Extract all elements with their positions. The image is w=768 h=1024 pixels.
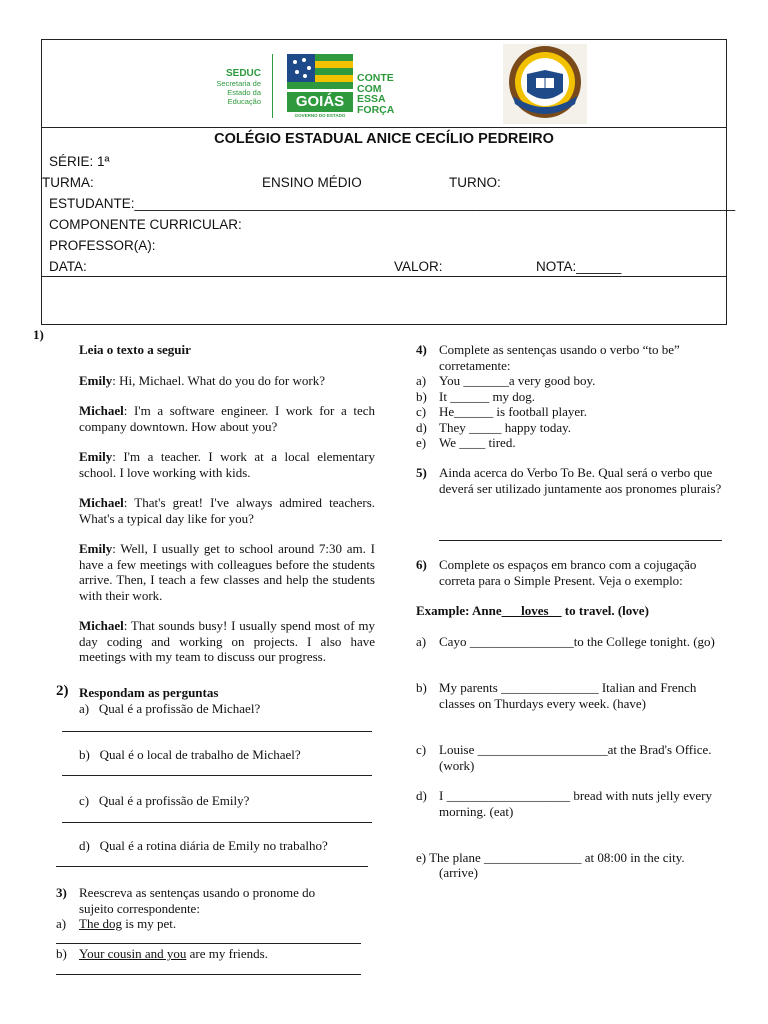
q6-number: 6) (416, 557, 427, 572)
answer-line[interactable] (62, 731, 372, 732)
goias-logo (287, 54, 353, 120)
item-text: Qual é a rotina diária de Emily no trabalho? (99, 838, 328, 853)
goias-slogan (357, 73, 394, 115)
item-label: a) (416, 373, 427, 388)
q2-item (79, 838, 328, 854)
item-label: a) (79, 701, 90, 716)
speaker: Michael (79, 618, 124, 633)
divider (42, 276, 726, 277)
answer-line[interactable] (56, 974, 361, 975)
seduc-line: Secretaria de (216, 79, 261, 88)
q3-item (56, 916, 176, 932)
dialogue-line (79, 449, 375, 480)
valor-field: VALOR: (394, 259, 443, 274)
speech: : That sounds busy! I usually spend most of my day coding and working on projects. I also have meetings with my team to discuss our progress. (79, 618, 375, 664)
speech: : Well, I usually get to school around 7:30 am. I have a few meetings with colleagues before the students arrive. Then, I teach a few classes and help the students with their work. (79, 541, 375, 603)
q6-example (416, 603, 649, 619)
turma-field: TURMA: (42, 175, 94, 190)
speech: : Hi, Michael. What do you do for work? (112, 372, 326, 388)
school-crest (503, 44, 587, 124)
nota-field: NOTA:______ (536, 259, 622, 274)
speaker: Emily (79, 541, 113, 556)
item-label: c) (79, 793, 90, 808)
item-text: We ____ tired. (439, 435, 516, 450)
example-answer: ___loves__ (501, 603, 562, 618)
q4-item (416, 435, 595, 451)
q6-item-e: e) The plane _______________ at 08:00 in the city. (416, 850, 685, 865)
speech: : I'm a teacher. I work at a local elementary school. I love working with kids. (79, 449, 375, 480)
q6-item (416, 742, 716, 773)
goias-name: GOIÁS (295, 93, 345, 110)
item-label: b) (79, 747, 90, 762)
item-text: Cayo ________________to the College tonight. (go) (439, 634, 715, 649)
item-label: b) (56, 946, 67, 961)
school-name: COLÉGIO ESTADUAL ANICE CECÍLIO PEDREIRO (214, 131, 554, 147)
q1-number: 1) (33, 327, 44, 342)
ensino-label: ENSINO MÉDIO (262, 175, 362, 190)
item-label: d) (416, 419, 427, 435)
item-label: e) (416, 435, 427, 450)
answer-line[interactable] (62, 822, 372, 823)
goias-sub: GOVERNO DO ESTADO (294, 113, 346, 118)
dialogue-line (79, 373, 375, 389)
serie-field: SÉRIE: 1ª (49, 154, 110, 169)
item-text: is my pet. (121, 916, 177, 931)
item-text: He______ is football player. (439, 404, 588, 419)
q4-list (416, 373, 595, 451)
answer-line[interactable] (439, 540, 722, 541)
q2-item (79, 793, 249, 809)
item-text: Louise ____________________at the Brad's Office. (work) (439, 742, 712, 773)
item-label: d) (416, 788, 427, 803)
slogan-line: CONTE (357, 72, 394, 84)
speech: : I'm a software engineer. I work for a tech company downtown. How about you? (79, 403, 375, 434)
item-label: d) (79, 838, 90, 853)
q3-number: 3) (56, 885, 67, 900)
example-suffix: to travel. (love) (561, 603, 649, 618)
item-label: b) (416, 388, 427, 404)
item-label: a) (56, 916, 67, 931)
item-text: You _______a very good boy. (439, 373, 596, 388)
item-text: Qual é o local de trabalho de Michael? (99, 747, 301, 762)
item-text: They _____ happy today. (439, 419, 572, 435)
answer-line[interactable] (56, 943, 361, 944)
dialogue-line (79, 618, 375, 665)
q4-item (416, 373, 595, 389)
slogan-line: COM (357, 82, 382, 95)
item-text: Qual é a profissão de Emily? (98, 793, 250, 808)
q5-number: 5) (416, 465, 427, 480)
componente-field: COMPONENTE CURRICULAR: (49, 217, 242, 232)
q4-item (416, 389, 595, 405)
dialogue-line (79, 541, 375, 603)
q3-title: Reescreva as sentenças usando o pronome do sujeito correspondente: (79, 885, 316, 916)
divider (42, 127, 726, 128)
answer-line[interactable] (56, 866, 368, 867)
q2-item (79, 701, 260, 717)
speaker: Michael (79, 495, 124, 510)
item-text: Qual é a profissão de Michael? (98, 701, 261, 716)
speech: : That's great! I've always admired teachers. What's a typical day like for you? (79, 495, 375, 526)
q4-item (416, 404, 595, 420)
example-prefix: Example: Anne (416, 603, 502, 618)
q1-instruction: Leia o texto a seguir (79, 342, 191, 357)
q1-reading (79, 342, 375, 665)
q5-title: Ainda acerca do Verbo To Be. Qual será o verbo que deverá ser utilizado juntamente aos pronomes plurais? (439, 465, 722, 496)
dialogue-line (79, 403, 375, 434)
seduc-line: Estado da (227, 88, 261, 97)
seduc-logo (213, 68, 261, 106)
item-text: It ______ my dog. (439, 388, 536, 404)
item-label: b) (416, 680, 427, 695)
q4-number: 4) (416, 342, 427, 357)
seduc-line: Educação (227, 97, 261, 106)
speaker: Emily (79, 372, 113, 388)
estudante-field: ESTUDANTE:________________________________________________________________________________ (49, 196, 736, 211)
underlined-subject: The dog (79, 916, 122, 931)
q6-item (416, 680, 726, 711)
speaker: Emily (79, 449, 113, 464)
item-label: c) (416, 404, 427, 419)
underlined-subject: Your cousin and you (79, 946, 187, 961)
turno-field: TURNO: (449, 175, 501, 190)
professor-field: PROFESSOR(A): (49, 238, 156, 253)
q4-title: Complete as sentenças usando o verbo “to be” corretamente: (439, 342, 680, 373)
q2-number: 2) (56, 683, 69, 699)
item-label: c) (416, 742, 427, 757)
q4-item (416, 420, 595, 436)
logo-separator (272, 54, 273, 118)
data-field: DATA: (49, 259, 87, 274)
item-text: are my friends. (186, 946, 268, 961)
seduc-title: SEDUC (225, 68, 261, 79)
item-text: My parents _______________ Italian and French classes on Thurdays every week. (have) (439, 680, 697, 711)
answer-line[interactable] (62, 775, 372, 776)
school-crest-icon (503, 44, 587, 124)
slogan-line: FORÇA (357, 103, 395, 116)
q6-item (416, 788, 716, 819)
speaker: Michael (79, 403, 124, 418)
item-label: a) (416, 634, 427, 649)
slogan-line: ESSA (357, 93, 386, 105)
q6-item-e-cont: (arrive) (439, 865, 478, 880)
q6-title: Complete os espaços em branco com a cojugação correta para o Simple Present. Veja o exemplo: (439, 557, 697, 588)
dialogue-line (79, 495, 375, 526)
q6-item (416, 634, 721, 650)
q2-item (79, 747, 301, 763)
q3-item (56, 946, 268, 962)
q2-title: Respondam as perguntas (79, 685, 219, 700)
item-text: I ___________________ bread with nuts jelly every morning. (eat) (439, 788, 712, 819)
